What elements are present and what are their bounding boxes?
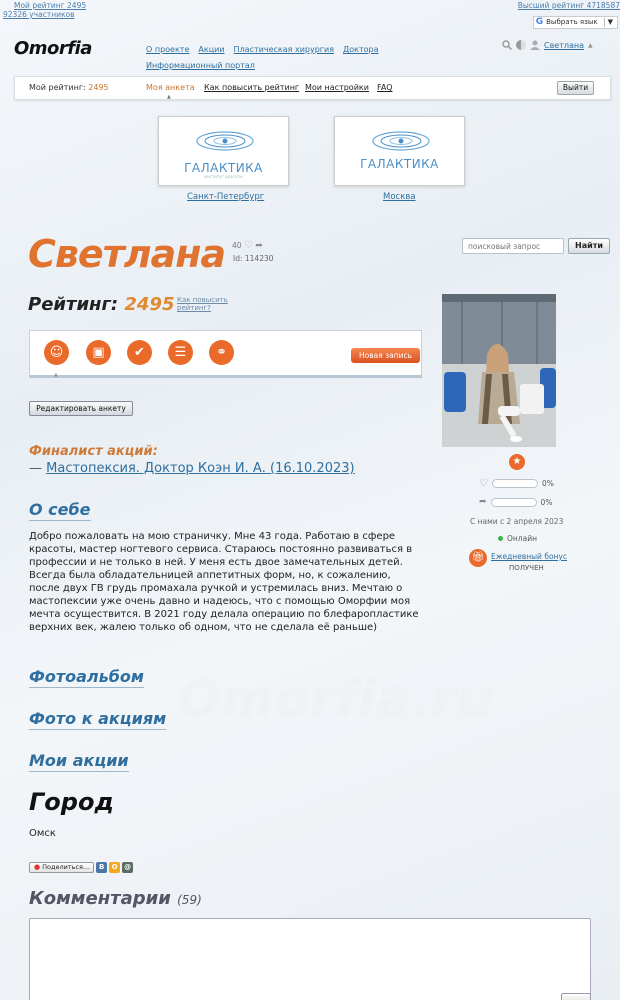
online-label: Онлайн <box>507 534 537 543</box>
translate-label: Выбрать язык <box>546 18 598 26</box>
nav-about[interactable]: О проекте <box>146 45 190 54</box>
new-post-button[interactable]: Новая запись <box>351 348 420 363</box>
star-badge-icon: ★ <box>509 454 525 470</box>
search-icon[interactable] <box>502 40 512 50</box>
profile-name: Светлана <box>28 232 226 276</box>
chevron-down-icon: ▼ <box>607 18 613 26</box>
my-rating-link[interactable]: Мой рейтинг 2495 <box>14 1 87 10</box>
profile-id: Id: 114230 <box>233 254 274 263</box>
heart-icon: ♡ <box>479 478 488 489</box>
header-icons <box>502 40 593 50</box>
daily-bonus-link[interactable]: Ежедневный бонус <box>491 552 567 561</box>
likes-stat <box>479 478 554 489</box>
profile-rating <box>28 294 175 315</box>
share-tool-icon[interactable]: ⚭ <box>209 340 234 365</box>
member-since: С нами с 2 апреля 2023 <box>470 517 564 526</box>
comment-textarea[interactable] <box>29 918 591 1000</box>
galaxy-logo-icon <box>194 123 256 159</box>
comments-title <box>29 888 202 909</box>
banner-subtitle: институт красоты <box>204 174 243 179</box>
banner-brand: ГАЛАКТИКА <box>184 161 263 175</box>
likes-percent: 0% <box>541 479 554 488</box>
comment-submit-button[interactable] <box>561 993 591 1000</box>
tab-my-settings[interactable]: Мои настройки <box>305 83 369 92</box>
nav-info-portal[interactable]: Информационный портал <box>146 61 255 70</box>
promo-photos-link[interactable]: Фото к акциям <box>29 709 167 728</box>
toolbar-active-indicator: ▲ <box>54 372 58 378</box>
comments-label: Комментарии <box>29 888 171 909</box>
photo-album-link[interactable]: Фотоальбом <box>29 667 144 686</box>
banner-brand: ГАЛАКТИКА <box>360 157 439 171</box>
shares-stat <box>479 497 552 507</box>
translate-widget[interactable] <box>533 16 618 29</box>
check-tool-icon[interactable]: ✔ <box>127 340 152 365</box>
rating-label: Мой рейтинг: <box>29 83 86 92</box>
rating-value: 2495 <box>88 83 109 92</box>
clinic-banner-msk[interactable] <box>334 116 465 186</box>
list-tool-icon[interactable]: ☰ <box>168 340 193 365</box>
share-label: Поделиться... <box>42 863 90 871</box>
search-input[interactable] <box>462 238 564 254</box>
notes-tool-icon[interactable]: ▣ <box>86 340 111 365</box>
profile-photo-image <box>442 294 556 447</box>
user-bar <box>14 76 611 100</box>
top-strip <box>0 0 620 18</box>
galaxy-logo-icon <box>370 123 432 159</box>
profile-photo[interactable] <box>442 294 556 447</box>
shares-progress-bar <box>491 498 537 507</box>
daily-bonus-status: ПОЛУЧЕН <box>509 564 544 572</box>
logo[interactable]: Omorfia <box>14 38 92 59</box>
odnoklassniki-icon[interactable]: О <box>109 862 120 873</box>
logout-button[interactable]: Выйти <box>557 81 594 95</box>
user-menu-name[interactable]: Светлана <box>544 40 585 50</box>
online-dot-icon <box>498 536 503 541</box>
google-icon: G <box>535 17 544 27</box>
profile-rating-label: Рейтинг: <box>28 294 119 315</box>
finalist-dash: — <box>29 461 42 476</box>
tab-how-to-raise-rating[interactable]: Как повысить рейтинг <box>204 83 300 92</box>
online-status <box>498 534 537 543</box>
how-to-raise-rating-link[interactable]: Как повысить рейтинг? <box>177 296 228 312</box>
finalist-title: Финалист акций: <box>29 444 158 459</box>
profile-rating-value: 2495 <box>124 294 175 315</box>
user-icon <box>530 40 540 50</box>
participants-link[interactable]: 92326 участников <box>3 10 75 19</box>
my-promos-link[interactable]: Мои акции <box>29 751 129 770</box>
about-text: Добро пожаловать на мою страничку. Мне 43 года. Работаю в сфере красоты, мастер ногтевого сервиса. Стараюсь постоянно развиваться в профессии и не только в ней. У меня есть двое замечательных детей. Всегда была обладательницей аппетитных форм, но, к сожалению, после двух ГВ грудь промахала ручкой и устремилась вниз. Мечтаю о мастопексии уже очень давно и надеюсь, что с помощью Оморфии моя мечта осуществится. В 2021 году делала операцию по блефаропластике верхних век, жалею только об одном, что не сделала её раньше) <box>29 531 419 633</box>
shares-percent: 0% <box>540 497 553 507</box>
city-title: Город <box>29 788 114 816</box>
likes-widget <box>232 240 263 251</box>
translate-separator <box>604 18 605 27</box>
share-arrow-icon[interactable]: ➦ <box>255 241 263 251</box>
main-nav <box>146 42 446 74</box>
watermark: Omorfia.ru <box>178 670 494 728</box>
clinic-banner-spb[interactable] <box>158 116 289 186</box>
search-button[interactable]: Найти <box>568 238 610 254</box>
user-rating <box>29 83 109 92</box>
active-tab-indicator: ▲ <box>167 94 171 100</box>
caret-up-icon[interactable]: ▲ <box>588 41 593 49</box>
contrast-icon[interactable] <box>516 40 526 50</box>
vk-icon[interactable]: В <box>96 862 107 873</box>
top-rating-link[interactable]: Высший рейтинг 4718587 <box>517 1 620 10</box>
share-bar <box>29 862 133 873</box>
heart-icon[interactable]: ♡ <box>243 240 253 251</box>
nav-doctors[interactable]: Доктора <box>343 45 379 54</box>
about-title: О себе <box>29 500 91 519</box>
tab-faq[interactable]: FAQ <box>377 83 393 92</box>
profile-toolbar <box>29 330 422 378</box>
avatar-tool-icon[interactable]: ☺ <box>44 340 69 365</box>
share-icon: ● <box>34 863 41 871</box>
edit-profile-button[interactable]: Редактировать анкету <box>29 401 133 416</box>
clinic-city-msk[interactable]: Москва <box>383 192 416 202</box>
share-arrow-icon: ➦ <box>479 497 487 507</box>
likes-count: 40 <box>232 241 242 250</box>
comments-count: (59) <box>177 893 202 907</box>
clinic-city-spb[interactable]: Санкт-Петербург <box>187 192 265 202</box>
likes-progress-bar <box>492 479 538 488</box>
nav-plastic-surgery[interactable]: Пластическая хирургия <box>233 45 335 54</box>
finalist-promo-link[interactable]: Мастопексия. Доктор Коэн И. А. (16.10.2023) <box>46 461 355 476</box>
gift-icon[interactable]: 🎁︎ <box>469 549 487 567</box>
tab-my-profile[interactable]: Моя анкета <box>146 83 195 92</box>
share-button[interactable] <box>29 862 94 873</box>
nav-promos[interactable]: Акции <box>198 45 225 54</box>
finalist-entry <box>29 461 355 476</box>
city-value: Омск <box>29 828 56 839</box>
mail-ru-icon[interactable]: @ <box>124 863 132 871</box>
